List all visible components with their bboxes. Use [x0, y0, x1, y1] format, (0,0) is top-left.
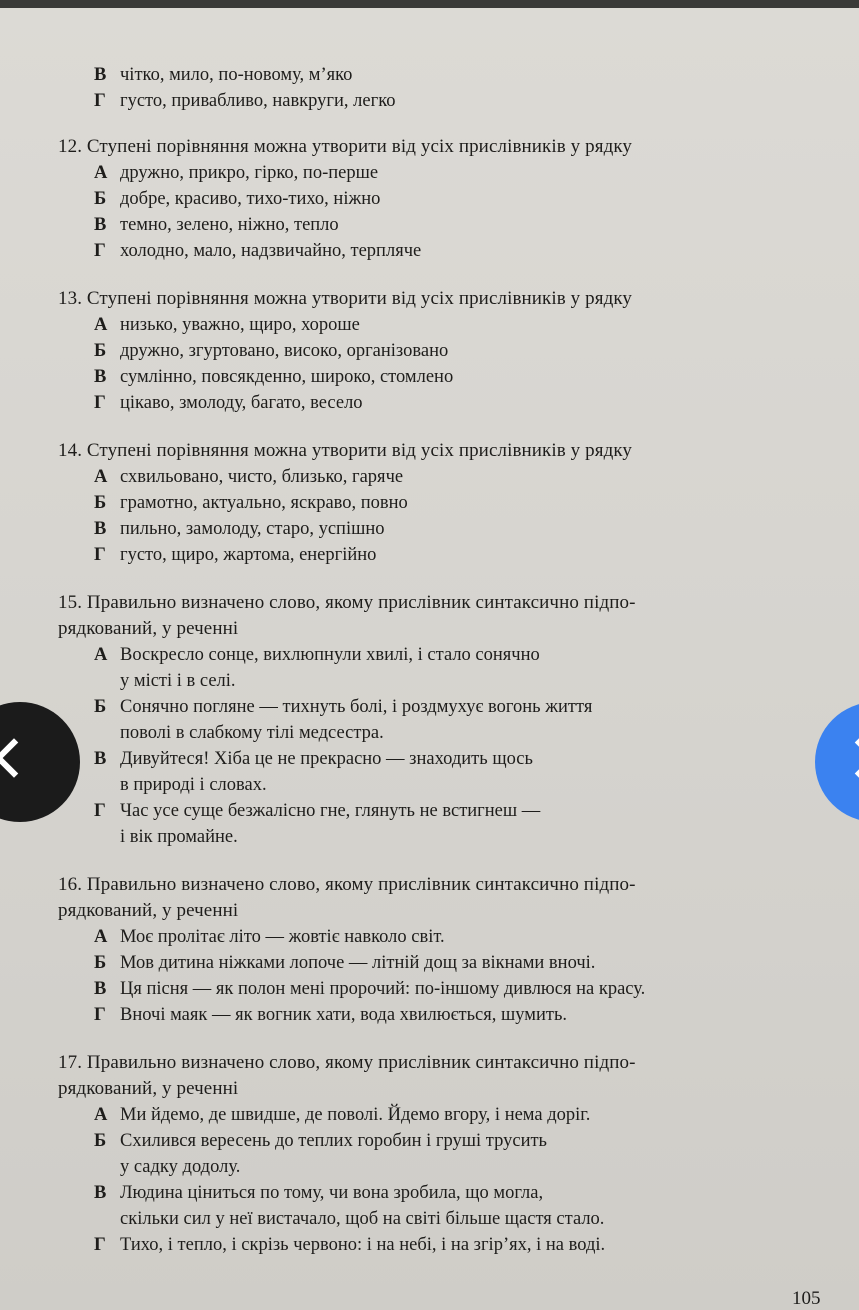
option-letter: А: [94, 645, 108, 665]
option-letter: Г: [94, 241, 106, 261]
option-text: густо, привабливо, навкруги, легко: [120, 91, 396, 111]
question-text: 16. Правильно визначено слово, якому прислівник синтаксично підпо-: [58, 874, 636, 895]
option: [94, 1232, 838, 1258]
answer-options: [94, 1102, 838, 1258]
option-text: Мов дитина ніжками лопоче — літній дощ за вікнами вночі.: [120, 953, 596, 973]
option: [94, 1128, 838, 1180]
question-text: 12. Ступені порівняння можна утворити від усіх прислівників у рядку: [58, 136, 632, 157]
option: [94, 62, 838, 88]
option: [94, 924, 838, 950]
top-edge: [0, 0, 859, 8]
option-text: в природі і словах.: [120, 775, 267, 795]
option-text: Воскресло сонце, вихлюпнули хвилі, і стало сонячно: [120, 645, 540, 665]
option-text: Ми йдемо, де швидше, де поволі. Йдемо вгору, і нема доріг.: [120, 1105, 591, 1125]
question-text: рядкований, у реченні: [58, 900, 239, 921]
option: [94, 160, 838, 186]
option-text: Ця пісня — як полон мені пророчий: по-іншому дивлюся на красу.: [120, 979, 646, 999]
option: [94, 186, 838, 212]
option-text: темно, зелено, ніжно, тепло: [120, 215, 339, 235]
option: [94, 1180, 838, 1232]
option-text: у місті і в селі.: [120, 671, 236, 691]
option-text: Дивуйтеся! Хіба це не прекрасно — знаходить щось: [120, 749, 533, 769]
option-text: дружно, прикро, гірко, по-перше: [120, 163, 379, 183]
option-letter: Г: [94, 1005, 106, 1025]
option-letter: А: [94, 1105, 108, 1125]
chevron-left-icon: [0, 738, 34, 778]
option: [94, 1102, 838, 1128]
option-letter: В: [94, 1183, 107, 1203]
answer-options: [94, 464, 838, 568]
option-text: чітко, мило, по-новому, м’яко: [120, 65, 353, 85]
option: [94, 642, 838, 694]
option-letter: А: [94, 927, 108, 947]
option-text: у садку додолу.: [120, 1157, 241, 1177]
option-letter: Г: [94, 91, 106, 111]
option-text: пильно, замолоду, старо, успішно: [120, 519, 385, 539]
option: [94, 312, 838, 338]
option: [94, 490, 838, 516]
option-text: Моє пролітає літо — жовтіє навколо світ.: [120, 927, 445, 947]
option: [94, 464, 838, 490]
page-number: 105: [792, 1288, 821, 1309]
option-letter: Б: [94, 953, 107, 973]
question-text: 17. Правильно визначено слово, якому прислівник синтаксично підпо-: [58, 1052, 636, 1073]
option-text: дружно, згуртовано, високо, організовано: [120, 341, 449, 361]
option-letter: В: [94, 215, 107, 235]
option: [94, 798, 838, 850]
option-text: схвильовано, чисто, близько, гаряче: [120, 467, 404, 487]
answer-options: [94, 312, 838, 416]
option: [94, 364, 838, 390]
question-list: [58, 134, 838, 1258]
option: [94, 542, 838, 568]
option-letter: А: [94, 163, 108, 183]
option-letter: Б: [94, 189, 107, 209]
option: [94, 516, 838, 542]
page-content: [58, 62, 838, 1258]
option: [94, 212, 838, 238]
option-letter: В: [94, 367, 107, 387]
option-text: цікаво, змолоду, багато, весело: [120, 393, 363, 413]
answer-options: [94, 642, 838, 850]
option: [94, 950, 838, 976]
question: [58, 134, 838, 264]
option-text: Тихо, і тепло, і скрізь червоно: і на небі, і на згір’ях, і на воді.: [120, 1235, 606, 1255]
option-text: Час усе суще безжалісно гне, глянуть не встигнеш —: [120, 801, 541, 821]
option-letter: Г: [94, 801, 106, 821]
option: [94, 338, 838, 364]
option-letter: В: [94, 979, 107, 999]
option-text: Вночі маяк — як вогник хати, вода хвилюється, шумить.: [120, 1005, 568, 1025]
question-11-continued: [58, 62, 838, 114]
option-letter: Г: [94, 1235, 106, 1255]
option-letter: Б: [94, 341, 107, 361]
question: [58, 286, 838, 416]
option: [94, 390, 838, 416]
option-letter: Б: [94, 697, 107, 717]
option: [94, 238, 838, 264]
question: [58, 1050, 838, 1258]
option: [94, 88, 838, 114]
option-text: густо, щиро, жартома, енергійно: [120, 545, 377, 565]
option: [94, 976, 838, 1002]
option-text: сумлінно, повсякденно, широко, стомлено: [120, 367, 454, 387]
question-text: 14. Ступені порівняння можна утворити від усіх прислівників у рядку: [58, 440, 632, 461]
option: [94, 746, 838, 798]
option-text: Схилився вересень до теплих горобин і груші трусить: [120, 1131, 547, 1151]
option-text: грамотно, актуально, яскраво, повно: [120, 493, 408, 513]
option-text: скільки сил у неї вистачало, щоб на світі більше щастя стало.: [120, 1209, 605, 1229]
question: [58, 438, 838, 568]
answer-options: [94, 924, 838, 1028]
option-text: Сонячно погляне — тихнуть болі, і роздмухує вогонь життя: [120, 697, 593, 717]
option-letter: В: [94, 65, 107, 85]
option: [94, 1002, 838, 1028]
question-text: рядкований, у реченні: [58, 1078, 239, 1099]
answer-options: [94, 160, 838, 264]
option-letter: А: [94, 467, 108, 487]
option-text: холодно, мало, надзвичайно, терпляче: [120, 241, 422, 261]
option-text: низько, уважно, щиро, хороше: [120, 315, 360, 335]
option-letter: Г: [94, 393, 106, 413]
option-text: поволі в слабкому тілі медсестра.: [120, 723, 384, 743]
option-letter: Б: [94, 493, 107, 513]
option-letter: В: [94, 519, 107, 539]
option: [94, 694, 838, 746]
chevron-right-icon: [839, 738, 859, 778]
question-text: рядкований, у реченні: [58, 618, 239, 639]
option-letter: Г: [94, 545, 106, 565]
question: [58, 590, 838, 850]
question-text: 13. Ступені порівняння можна утворити від усіх прислівників у рядку: [58, 288, 632, 309]
option-text: Людина ціниться по тому, чи вона зробила, що могла,: [120, 1183, 544, 1203]
option-letter: В: [94, 749, 107, 769]
option-letter: А: [94, 315, 108, 335]
option-text: добре, красиво, тихо-тихо, ніжно: [120, 189, 381, 209]
option-text: і вік промайне.: [120, 827, 238, 847]
question: [58, 872, 838, 1028]
option-letter: Б: [94, 1131, 107, 1151]
question-text: 15. Правильно визначено слово, якому прислівник синтаксично підпо-: [58, 592, 636, 613]
